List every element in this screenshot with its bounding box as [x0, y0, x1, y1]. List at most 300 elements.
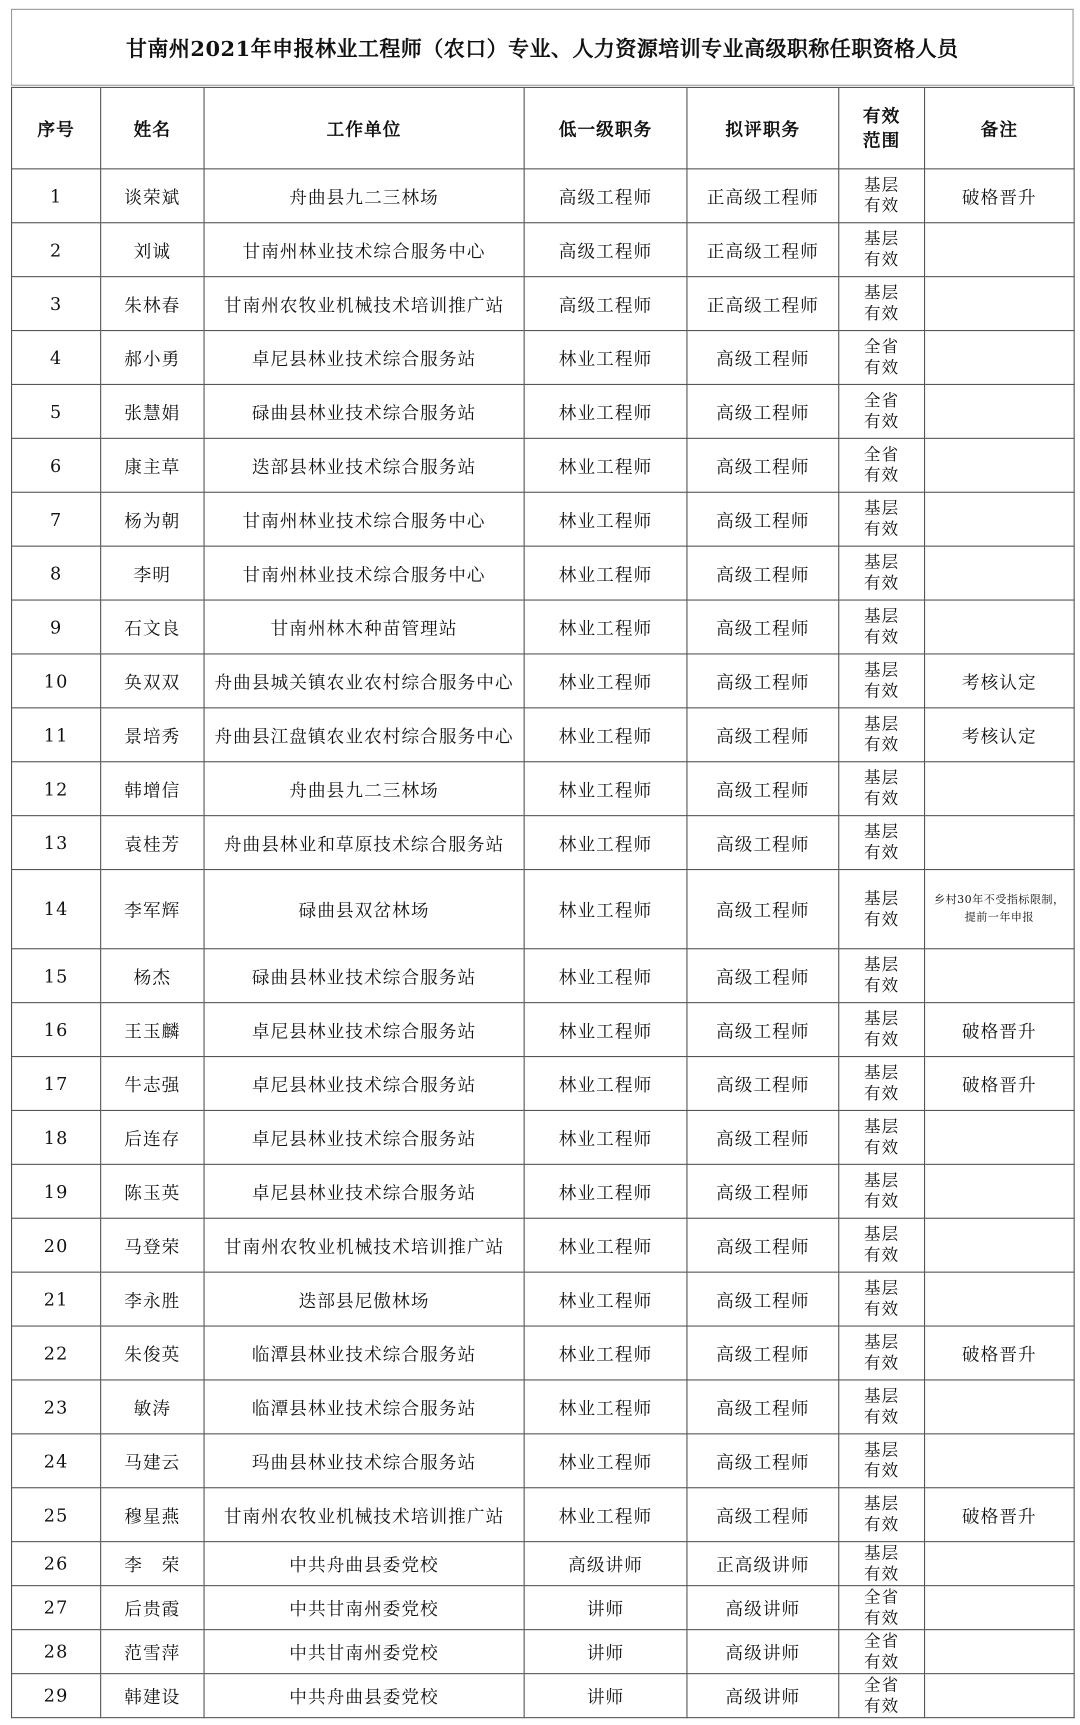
cell-scope-line1: 基层 [864, 767, 900, 788]
cell-scope-line1: 基层 [864, 1224, 900, 1245]
cell-scope [839, 1434, 925, 1488]
cell-seq: 25 [12, 1488, 101, 1542]
cell-unit: 卓尼县林业技术综合服务站 [204, 1110, 524, 1164]
cell-scope [839, 1380, 925, 1434]
cell-scope-line1: 基层 [864, 1493, 900, 1514]
cell-name: 敏涛 [101, 1380, 204, 1434]
cell-target-title: 高级讲师 [687, 1630, 839, 1674]
cell-target-title: 高级讲师 [687, 1674, 839, 1718]
cell-seq: 19 [12, 1164, 101, 1218]
cell-name: 谈荣斌 [101, 169, 204, 223]
cell-scope-line2: 有效 [864, 465, 900, 486]
cell-seq: 28 [12, 1630, 101, 1674]
cell-scope [839, 1542, 925, 1586]
table-row [12, 223, 1075, 277]
header-lower-title: 低一级职务 [524, 87, 687, 168]
cell-scope [839, 1488, 925, 1542]
table-row [12, 708, 1075, 762]
cell-name: 李明 [101, 546, 204, 600]
cell-scope-line2: 有效 [864, 249, 900, 270]
cell-note: 破格晋升 [925, 1488, 1075, 1542]
cell-scope-line1: 基层 [864, 1170, 900, 1191]
cell-unit: 临潭县林业技术综合服务站 [204, 1380, 524, 1434]
cell-lower-title: 林业工程师 [524, 1380, 687, 1434]
cell-name: 牛志强 [101, 1057, 204, 1111]
cell-seq: 8 [12, 546, 101, 600]
document-title [11, 9, 1074, 86]
cell-lower-title: 林业工程师 [524, 1326, 687, 1380]
cell-target-title: 高级工程师 [687, 1003, 839, 1057]
cell-lower-title: 林业工程师 [524, 438, 687, 492]
cell-name: 马建云 [101, 1434, 204, 1488]
cell-note: 破格晋升 [925, 169, 1075, 223]
header-scope-line1: 有效 [862, 105, 901, 126]
table-row [12, 1434, 1075, 1488]
cell-unit: 甘南州林木种苗管理站 [204, 600, 524, 654]
cell-scope [839, 331, 925, 385]
cell-seq: 21 [12, 1272, 101, 1326]
cell-scope-line1: 全省 [864, 444, 900, 465]
cell-unit: 玛曲县林业技术综合服务站 [204, 1434, 524, 1488]
cell-name: 张慧娟 [101, 384, 204, 438]
cell-scope-line1: 基层 [864, 1062, 900, 1083]
cell-name: 李永胜 [101, 1272, 204, 1326]
cell-scope [839, 1164, 925, 1218]
cell-name: 后贵霞 [101, 1586, 204, 1630]
cell-scope-line2: 有效 [864, 1460, 900, 1481]
cell-seq: 1 [12, 169, 101, 223]
cell-name: 范雪萍 [101, 1630, 204, 1674]
cell-seq: 4 [12, 331, 101, 385]
cell-lower-title: 林业工程师 [524, 816, 687, 870]
cell-lower-title: 林业工程师 [524, 1488, 687, 1542]
cell-note [925, 1218, 1075, 1272]
cell-scope-line1: 基层 [864, 1542, 900, 1563]
cell-scope-line1: 基层 [864, 552, 900, 572]
cell-lower-title: 林业工程师 [524, 1057, 687, 1111]
cell-name: 李 荣 [101, 1542, 204, 1586]
cell-lower-title: 林业工程师 [524, 492, 687, 546]
header-scope [839, 87, 925, 168]
cell-note [925, 949, 1075, 1003]
cell-note: 考核认定 [925, 654, 1075, 708]
cell-seq: 17 [12, 1057, 101, 1111]
cell-target-title: 高级工程师 [687, 492, 839, 546]
table-row [12, 546, 1075, 600]
cell-scope-line2: 有效 [864, 909, 900, 929]
cell-scope-line1: 基层 [864, 1439, 900, 1460]
cell-scope-line1: 基层 [864, 660, 900, 680]
cell-lower-title: 林业工程师 [524, 654, 687, 708]
cell-target-title: 高级工程师 [687, 870, 839, 949]
table-row [12, 1272, 1075, 1326]
cell-name: 杨为朝 [101, 492, 204, 546]
cell-scope-line2: 有效 [864, 1563, 900, 1584]
cell-lower-title: 高级工程师 [524, 277, 687, 331]
cell-note [925, 1164, 1075, 1218]
cell-scope [839, 708, 925, 762]
cell-scope [839, 384, 925, 438]
cell-target-title: 正高级工程师 [687, 169, 839, 223]
cell-target-title: 高级工程师 [687, 1488, 839, 1542]
cell-seq: 7 [12, 492, 101, 546]
cell-note [925, 223, 1075, 277]
cell-target-title: 高级工程师 [687, 1110, 839, 1164]
cell-lower-title: 林业工程师 [524, 1434, 687, 1488]
cell-scope [839, 1272, 925, 1326]
table-row [12, 1586, 1075, 1630]
table-row [12, 600, 1075, 654]
cell-scope-line1: 基层 [864, 1278, 900, 1298]
cell-target-title: 高级工程师 [687, 384, 839, 438]
cell-scope-line2: 有效 [864, 680, 900, 701]
cell-target-title: 高级工程师 [687, 762, 839, 816]
header-seq: 序号 [12, 87, 101, 168]
cell-scope [839, 169, 925, 223]
cell-lower-title: 林业工程师 [524, 546, 687, 600]
cell-scope [839, 1003, 925, 1057]
cell-name: 康主草 [101, 438, 204, 492]
cell-scope-line2: 有效 [864, 411, 900, 432]
cell-unit: 甘南州农牧业机械技术培训推广站 [204, 1488, 524, 1542]
table-row [12, 762, 1075, 816]
cell-seq: 23 [12, 1380, 101, 1434]
cell-scope-line2: 有效 [864, 1191, 900, 1212]
table-row [12, 1542, 1075, 1586]
cell-lower-title: 讲师 [524, 1630, 687, 1674]
header-note: 备注 [925, 87, 1075, 168]
cell-target-title: 高级讲师 [687, 1586, 839, 1630]
cell-scope [839, 1674, 925, 1718]
cell-lower-title: 林业工程师 [524, 1003, 687, 1057]
cell-note: 破格晋升 [925, 1326, 1075, 1380]
cell-unit: 临潭县林业技术综合服务站 [204, 1326, 524, 1380]
header-name: 姓名 [101, 87, 204, 168]
table-row [12, 438, 1075, 492]
cell-scope-line1: 基层 [864, 954, 900, 975]
cell-target-title: 高级工程师 [687, 1218, 839, 1272]
cell-unit: 碌曲县林业技术综合服务站 [204, 384, 524, 438]
cell-scope [839, 654, 925, 708]
cell-target-title: 高级工程师 [687, 654, 839, 708]
cell-lower-title: 高级讲师 [524, 1542, 687, 1586]
cell-target-title: 高级工程师 [687, 1272, 839, 1326]
cell-seq: 13 [12, 816, 101, 870]
cell-scope-line1: 全省 [864, 1674, 900, 1695]
cell-scope [839, 762, 925, 816]
cell-target-title: 高级工程师 [687, 1164, 839, 1218]
table-row [12, 1674, 1075, 1718]
cell-unit: 甘南州农牧业机械技术培训推广站 [204, 277, 524, 331]
cell-lower-title: 高级工程师 [524, 169, 687, 223]
cell-lower-title: 林业工程师 [524, 949, 687, 1003]
cell-target-title: 高级工程师 [687, 1380, 839, 1434]
cell-note [925, 1110, 1075, 1164]
table-row [12, 331, 1075, 385]
cell-scope-line1: 基层 [864, 713, 900, 734]
cell-scope [839, 277, 925, 331]
cell-scope [839, 870, 925, 949]
cell-scope-line2: 有效 [864, 1137, 900, 1158]
cell-scope-line2: 有效 [864, 627, 900, 647]
cell-scope-line2: 有效 [864, 195, 900, 216]
cell-seq: 6 [12, 438, 101, 492]
cell-scope-line2: 有效 [864, 1651, 900, 1672]
cell-unit: 中共甘南州委党校 [204, 1586, 524, 1630]
table-row [12, 169, 1075, 223]
cell-unit: 中共舟曲县委党校 [204, 1674, 524, 1718]
cell-target-title: 高级工程师 [687, 438, 839, 492]
cell-scope [839, 600, 925, 654]
cell-name: 郝小勇 [101, 331, 204, 385]
cell-scope-line1: 基层 [864, 1332, 900, 1352]
cell-note [925, 816, 1075, 870]
cell-note [925, 438, 1075, 492]
cell-target-title: 高级工程师 [687, 949, 839, 1003]
cell-unit: 卓尼县林业技术综合服务站 [204, 1164, 524, 1218]
cell-seq: 20 [12, 1218, 101, 1272]
cell-target-title: 高级工程师 [687, 1434, 839, 1488]
cell-scope-line2: 有效 [864, 1245, 900, 1265]
cell-unit: 中共甘南州委党校 [204, 1630, 524, 1674]
cell-unit: 舟曲县城关镇农业农村综合服务中心 [204, 654, 524, 708]
table-row [12, 654, 1075, 708]
cell-scope-line1: 基层 [864, 606, 900, 626]
cell-note [925, 1272, 1075, 1326]
cell-scope-line2: 有效 [864, 1029, 900, 1050]
cell-scope [839, 1110, 925, 1164]
cell-seq: 5 [12, 384, 101, 438]
cell-lower-title: 林业工程师 [524, 1218, 687, 1272]
cell-lower-title: 林业工程师 [524, 1110, 687, 1164]
cell-unit: 甘南州林业技术综合服务中心 [204, 492, 524, 546]
cell-scope-line2: 有效 [864, 1299, 900, 1319]
header-scope-line2: 范围 [862, 129, 901, 151]
cell-target-title: 正高级工程师 [687, 277, 839, 331]
cell-lower-title: 林业工程师 [524, 1164, 687, 1218]
cell-seq: 26 [12, 1542, 101, 1586]
cell-scope-line2: 有效 [864, 788, 900, 809]
table-row [12, 1380, 1075, 1434]
cell-scope-line2: 有效 [864, 1083, 900, 1104]
cell-note [925, 1434, 1075, 1488]
cell-seq: 11 [12, 708, 101, 762]
cell-scope [839, 1326, 925, 1380]
cell-scope-line2: 有效 [864, 303, 900, 324]
table-row [12, 816, 1075, 870]
cell-scope [839, 438, 925, 492]
cell-scope-line1: 基层 [864, 498, 900, 519]
cell-target-title: 高级工程师 [687, 546, 839, 600]
cell-note [925, 762, 1075, 816]
cell-unit: 卓尼县林业技术综合服务站 [204, 1057, 524, 1111]
cell-target-title: 高级工程师 [687, 1326, 839, 1380]
table-header-row [12, 87, 1075, 168]
cell-name: 袁桂芳 [101, 816, 204, 870]
table-body [12, 169, 1075, 1718]
cell-scope [839, 1057, 925, 1111]
cell-unit: 卓尼县林业技术综合服务站 [204, 1003, 524, 1057]
cell-name: 朱俊英 [101, 1326, 204, 1380]
cell-lower-title: 讲师 [524, 1586, 687, 1630]
cell-unit: 迭部县林业技术综合服务站 [204, 438, 524, 492]
cell-seq: 9 [12, 600, 101, 654]
cell-scope-line2: 有效 [864, 519, 900, 539]
cell-lower-title: 林业工程师 [524, 708, 687, 762]
cell-target-title: 高级工程师 [687, 331, 839, 385]
cell-note: 破格晋升 [925, 1057, 1075, 1111]
cell-name: 韩增信 [101, 762, 204, 816]
cell-seq: 2 [12, 223, 101, 277]
cell-seq: 22 [12, 1326, 101, 1380]
cell-scope-line1: 全省 [864, 1630, 900, 1651]
cell-unit: 碌曲县林业技术综合服务站 [204, 949, 524, 1003]
cell-name: 石文良 [101, 600, 204, 654]
cell-seq: 15 [12, 949, 101, 1003]
table-row [12, 384, 1075, 438]
cell-lower-title: 林业工程师 [524, 762, 687, 816]
cell-scope-line2: 有效 [864, 842, 900, 863]
cell-lower-title: 林业工程师 [524, 1272, 687, 1326]
cell-name: 奂双双 [101, 654, 204, 708]
cell-unit: 舟曲县九二三林场 [204, 169, 524, 223]
cell-unit: 碌曲县双岔林场 [204, 870, 524, 949]
header-target-title: 拟评职务 [687, 87, 839, 168]
table-row [12, 1110, 1075, 1164]
cell-seq: 16 [12, 1003, 101, 1057]
cell-target-title: 正高级工程师 [687, 223, 839, 277]
cell-note [925, 384, 1075, 438]
cell-scope-line2: 有效 [864, 975, 900, 996]
cell-scope [839, 223, 925, 277]
cell-name: 景培秀 [101, 708, 204, 762]
cell-scope-line2: 有效 [864, 1353, 900, 1373]
table-row [12, 1630, 1075, 1674]
cell-name: 刘诚 [101, 223, 204, 277]
table-row [12, 1003, 1075, 1057]
cell-seq: 29 [12, 1674, 101, 1718]
cell-name: 后连存 [101, 1110, 204, 1164]
cell-scope [839, 816, 925, 870]
cell-scope-line1: 基层 [864, 282, 900, 303]
cell-scope-line2: 有效 [864, 1406, 900, 1427]
cell-target-title: 正高级讲师 [687, 1542, 839, 1586]
document-title-text: 甘南州2021年申报林业工程师（农口）专业、人力资源培训专业高级职称任职资格人员 [126, 36, 959, 62]
cell-lower-title: 讲师 [524, 1674, 687, 1718]
cell-note [925, 277, 1075, 331]
cell-unit: 甘南州农牧业机械技术培训推广站 [204, 1218, 524, 1272]
cell-scope-line1: 基层 [864, 1386, 900, 1406]
cell-name: 穆星燕 [101, 1488, 204, 1542]
cell-name: 李军辉 [101, 870, 204, 949]
cell-scope-line2: 有效 [864, 1514, 900, 1535]
cell-name: 朱林春 [101, 277, 204, 331]
cell-unit: 卓尼县林业技术综合服务站 [204, 331, 524, 385]
table-row [12, 1164, 1075, 1218]
cell-scope-line2: 有效 [864, 357, 900, 378]
cell-scope [839, 949, 925, 1003]
table-row [12, 1326, 1075, 1380]
cell-target-title: 高级工程师 [687, 1057, 839, 1111]
cell-scope-line2: 有效 [864, 1695, 900, 1716]
cell-note [925, 1674, 1075, 1718]
cell-note [925, 1586, 1075, 1630]
table-row [12, 870, 1075, 949]
cell-scope-line1: 基层 [864, 174, 900, 195]
cell-seq: 3 [12, 277, 101, 331]
cell-note [925, 600, 1075, 654]
cell-name: 陈玉英 [101, 1164, 204, 1218]
cell-scope [839, 1586, 925, 1630]
cell-name: 马登荣 [101, 1218, 204, 1272]
cell-scope [839, 1218, 925, 1272]
header-unit: 工作单位 [204, 87, 524, 168]
cell-scope-line1: 基层 [864, 1116, 900, 1137]
cell-lower-title: 林业工程师 [524, 870, 687, 949]
cell-scope-line1: 全省 [864, 336, 900, 357]
cell-name: 韩建设 [101, 1674, 204, 1718]
cell-scope [839, 1630, 925, 1674]
cell-lower-title: 林业工程师 [524, 331, 687, 385]
cell-unit: 中共舟曲县委党校 [204, 1542, 524, 1586]
cell-seq: 10 [12, 654, 101, 708]
cell-note [925, 546, 1075, 600]
table-row [12, 1218, 1075, 1272]
cell-scope-line1: 全省 [864, 390, 900, 411]
cell-seq: 27 [12, 1586, 101, 1630]
table-row [12, 1488, 1075, 1542]
table-row [12, 492, 1075, 546]
table-row [12, 277, 1075, 331]
cell-unit: 舟曲县九二三林场 [204, 762, 524, 816]
cell-seq: 24 [12, 1434, 101, 1488]
table-row [12, 1057, 1075, 1111]
cell-scope [839, 492, 925, 546]
cell-target-title: 高级工程师 [687, 816, 839, 870]
cell-unit: 甘南州林业技术综合服务中心 [204, 546, 524, 600]
table-row [12, 949, 1075, 1003]
cell-lower-title: 林业工程师 [524, 384, 687, 438]
cell-lower-title: 林业工程师 [524, 600, 687, 654]
cell-seq: 14 [12, 870, 101, 949]
cell-target-title: 高级工程师 [687, 600, 839, 654]
personnel-table [11, 87, 1075, 1718]
cell-note [925, 1630, 1075, 1674]
cell-note [925, 331, 1075, 385]
cell-scope-line2: 有效 [864, 573, 900, 593]
cell-note: 破格晋升 [925, 1003, 1075, 1057]
cell-note [925, 492, 1075, 546]
cell-unit: 舟曲县江盘镇农业农村综合服务中心 [204, 708, 524, 762]
cell-note: 考核认定 [925, 708, 1075, 762]
cell-unit: 迭部县尼傲林场 [204, 1272, 524, 1326]
cell-lower-title: 高级工程师 [524, 223, 687, 277]
cell-unit: 舟曲县林业和草原技术综合服务站 [204, 816, 524, 870]
cell-scope-line1: 基层 [864, 821, 900, 842]
cell-scope-line2: 有效 [864, 734, 900, 755]
cell-note: 乡村30年不受指标限制，提前一年申报 [925, 870, 1075, 949]
cell-name: 王玉麟 [101, 1003, 204, 1057]
cell-target-title: 高级工程师 [687, 708, 839, 762]
cell-scope [839, 546, 925, 600]
cell-note [925, 1542, 1075, 1586]
cell-unit: 甘南州林业技术综合服务中心 [204, 223, 524, 277]
cell-scope-line2: 有效 [864, 1607, 900, 1628]
cell-scope-line1: 基层 [864, 888, 900, 909]
cell-seq: 12 [12, 762, 101, 816]
cell-scope-line1: 基层 [864, 228, 900, 249]
cell-scope-line1: 基层 [864, 1008, 900, 1029]
